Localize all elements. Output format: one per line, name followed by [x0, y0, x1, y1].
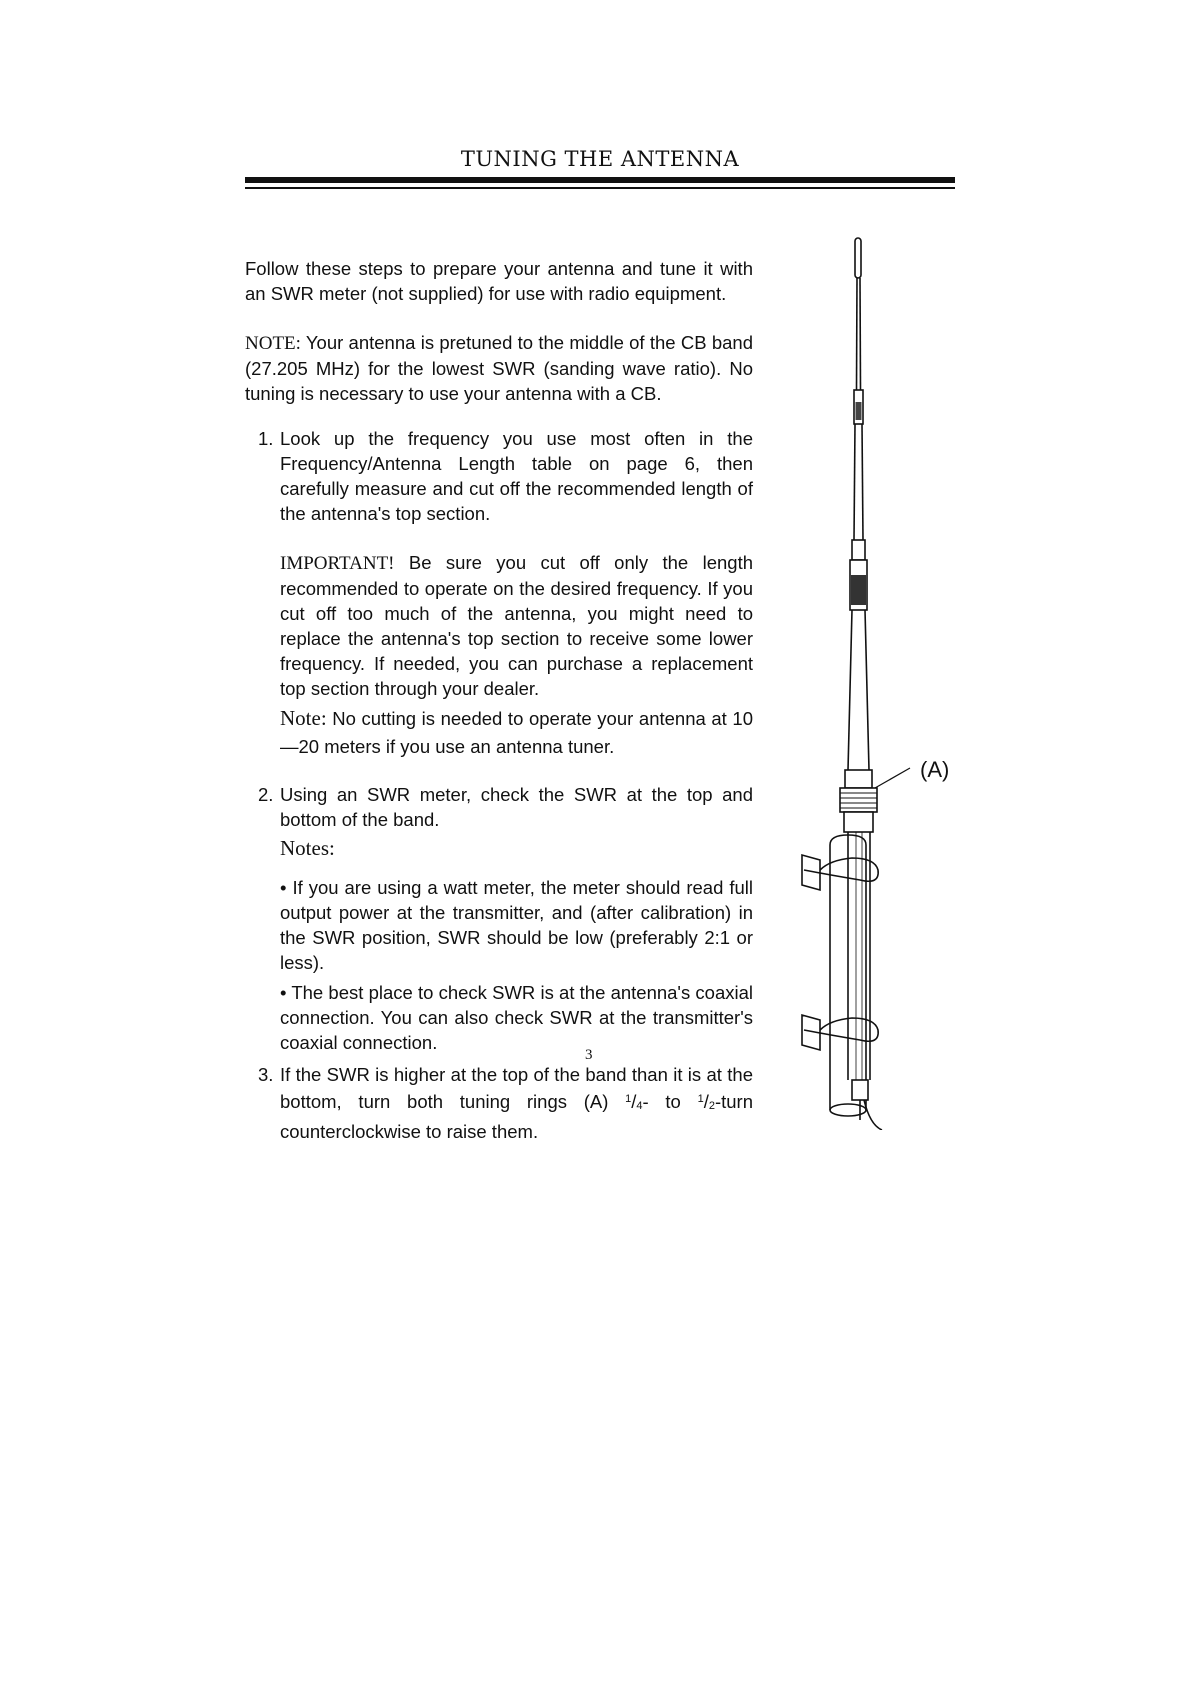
notes-heading: Notes:: [280, 836, 335, 860]
step-number: 3.: [258, 1064, 274, 1085]
fraction-numerator: 1: [625, 1093, 632, 1105]
note2-label: Note:: [280, 706, 327, 730]
step-3-text: If the SWR is higher at the top of the band than it is at the bottom, turn both tuning rings (A) $^1/_4-$ to $^1/_2$-turn counterclockwise to raise them.: [280, 1064, 754, 1142]
antenna-illustration: [790, 230, 930, 1130]
important-label: IMPORTANT!: [280, 553, 395, 574]
fraction-denominator: 2: [708, 1100, 715, 1112]
title-rule-thin: [245, 187, 955, 189]
important-paragraph: [280, 550, 753, 701]
fraction-denominator: 4: [636, 1100, 643, 1112]
figure-callout-label: (A): [920, 757, 950, 782]
step-1-text: Look up the frequency you use most often in the Frequency/Antenna Length table on page 6, then carefully measure and cut off the recommended length of the antenna's top section.: [280, 428, 753, 524]
fraction-numerator: 1: [697, 1093, 704, 1105]
note2-paragraph: [280, 704, 753, 761]
intro-paragraph: Follow these steps to prepare your antenna and tune it with an SWR meter (not supplied) for use with radio equipment.: [245, 258, 753, 304]
note-label: NOTE:: [245, 333, 301, 354]
step-3-text-mid: - to: [642, 1091, 681, 1112]
important-text: Be sure you cut off only the length recommended to operate on the desired frequency. If you cut off too much of the antenna, you might need to replace the antenna's top section to receive some lower frequency. If needed, you can purchase a replacement top section through your dealer.: [280, 552, 753, 699]
note2-text: No cutting is needed to operate your antenna at 10—20 meters if you use an antenna tuner.: [280, 708, 753, 757]
bullet-watt-meter: • If you are using a watt meter, the meter should read full output power at the transmitter, and (after calibration) in the SWR position, SWR should be low (preferably 2:1 or less).: [280, 877, 753, 973]
step-3-text-before: If the SWR is higher at the top of the band than it is at the bottom, turn both tuning rings (A): [280, 1064, 753, 1112]
bullet-check-swr: • The best place to check SWR is at the antenna's coaxial connection. You can also check SWR at the transmitter's coaxial connection.: [280, 982, 753, 1053]
note-text: Your antenna is pretuned to the middle of the CB band (27.205 MHz) for the lowest SWR (sanding wave ratio). No tuning is necessary to use your antenna with a CB.: [245, 332, 753, 404]
note-paragraph: [245, 330, 753, 406]
page-title: TUNING THE ANTENNA: [460, 147, 740, 171]
step-3-text-after: -turn counterclockwise to raise them.: [280, 1091, 754, 1142]
title-rule-thick: [245, 177, 955, 183]
step-number: 2.: [258, 784, 274, 805]
step-number: 1.: [258, 428, 274, 449]
page-number: 3: [585, 1047, 593, 1063]
step-2-text: Using an SWR meter, check the SWR at the top and bottom of the band.: [280, 784, 753, 830]
